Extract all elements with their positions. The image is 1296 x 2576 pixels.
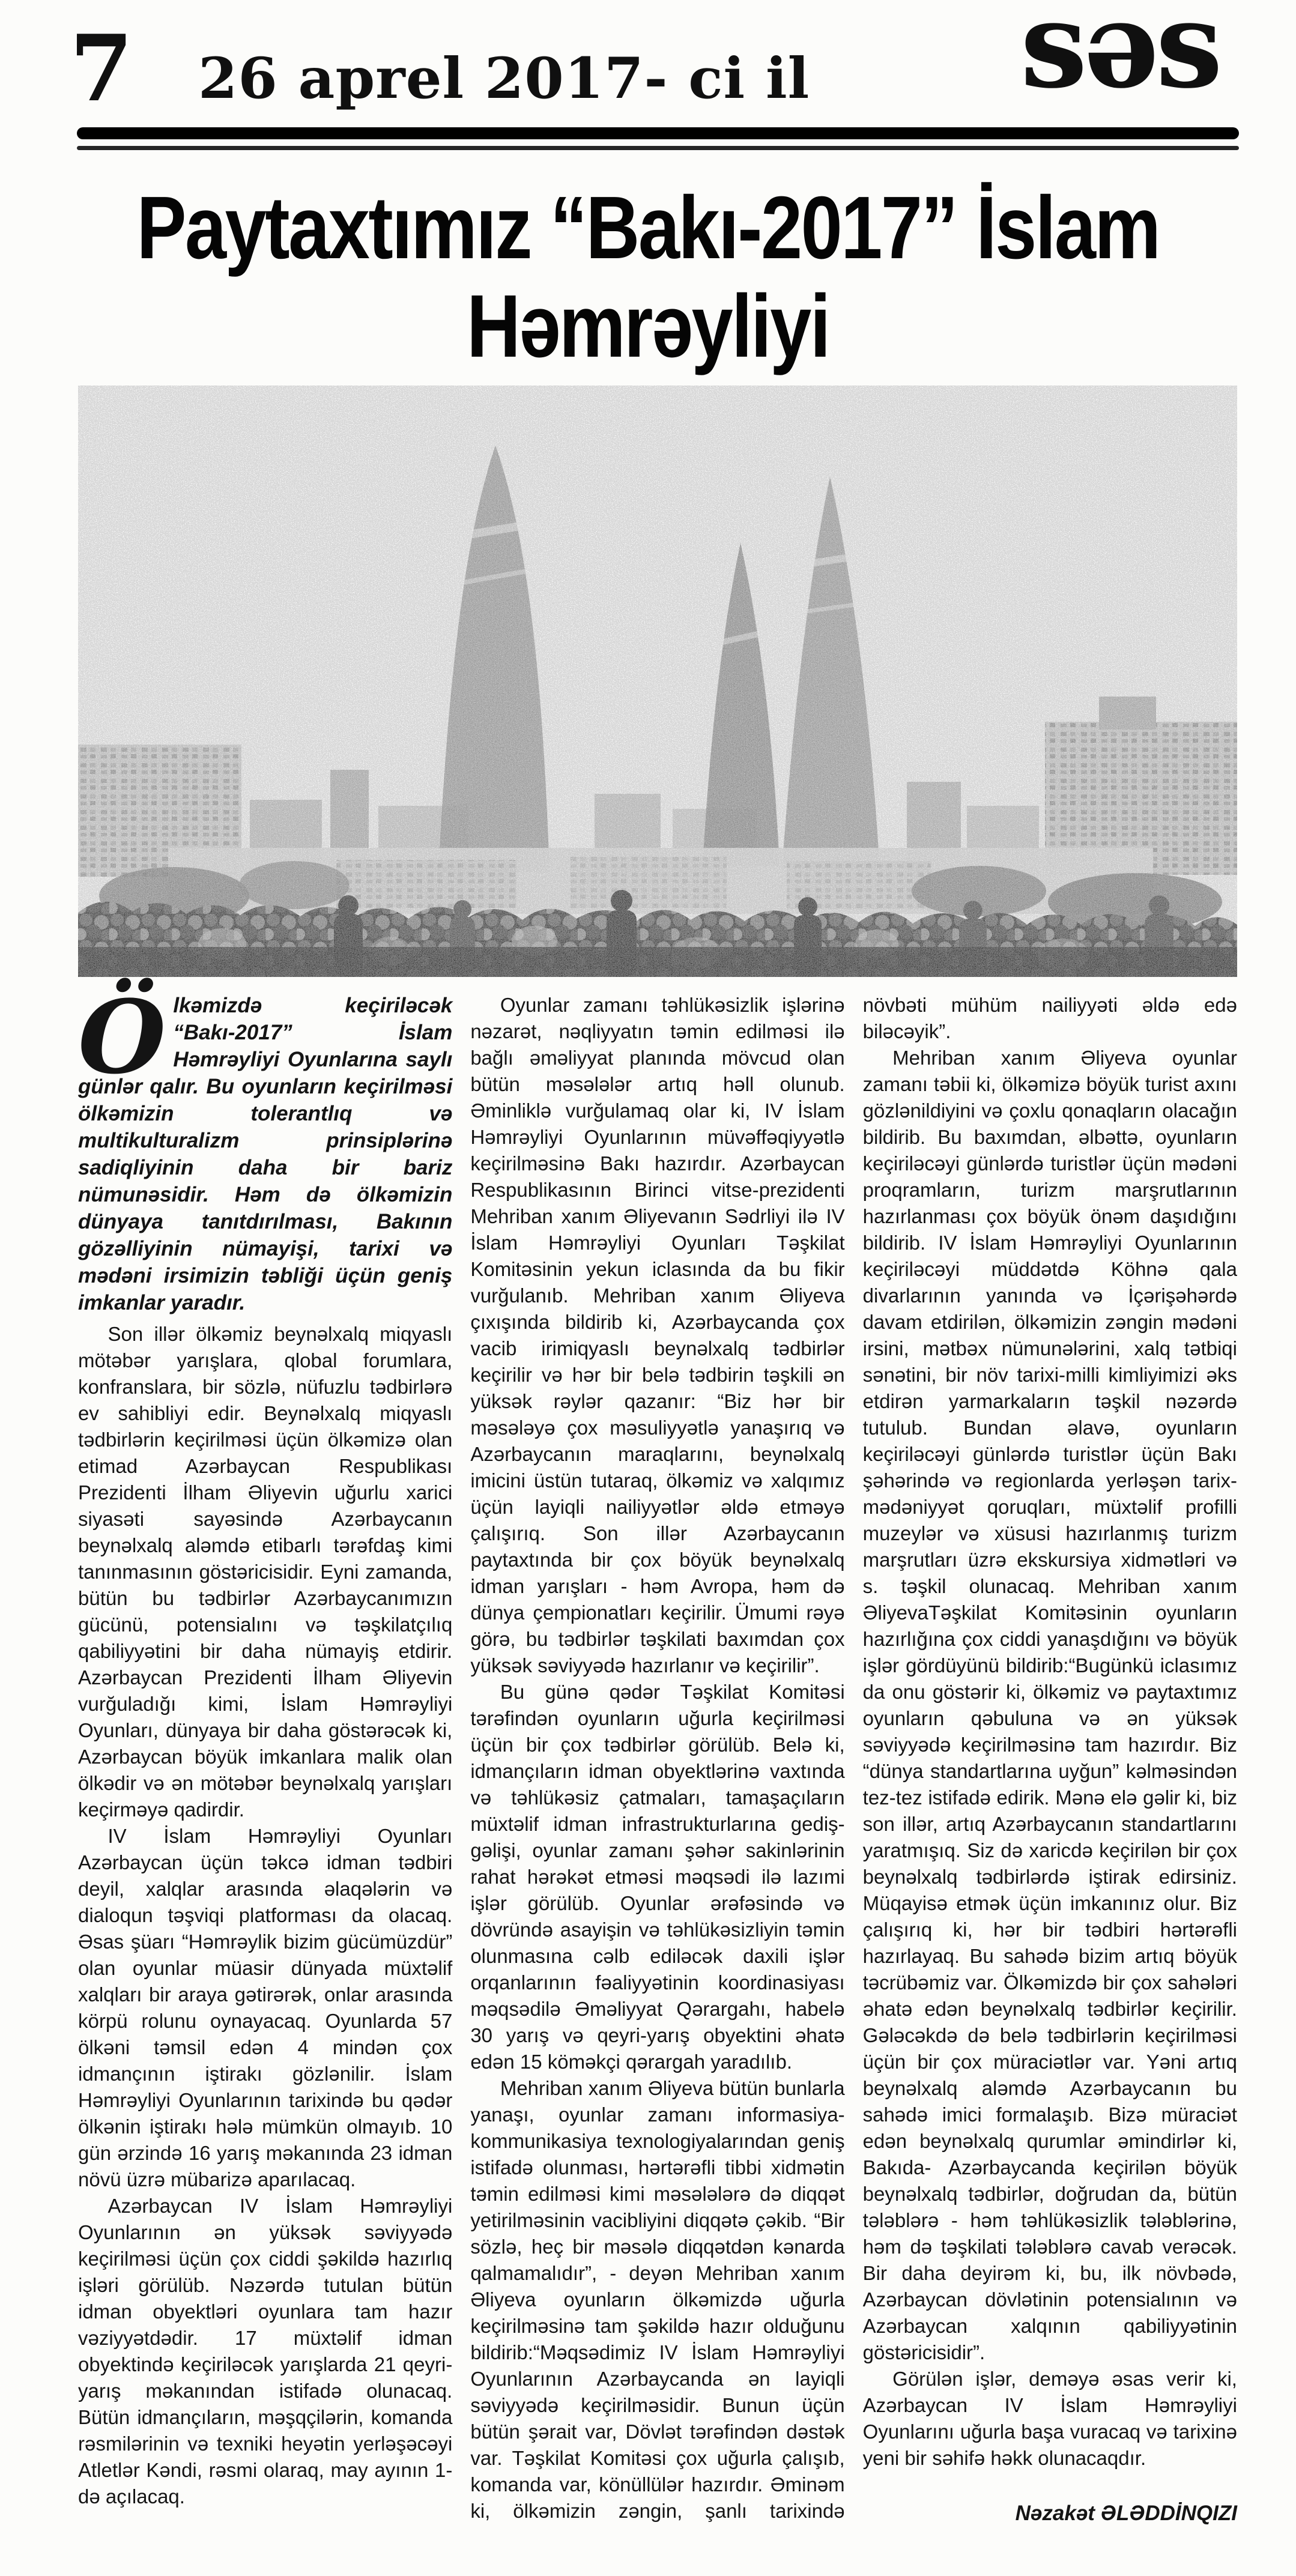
lede-text: lkəmizdə keçiriləcək “Bakı-2017” İslam Həmrəyliyi Oyunlarına saylı günlər qalır. Bu oyunların keçirilməsi ölkəmizin tolerantlıq və multikulturalizm prinsiplərinə sadiqliyinin daha bir bariz nümunəsidir. Həm də ölkəmizin dünyaya tanıtdırılması, Bakının gözəlliyinin nümayişi, tarixi və mədəni irsimizin təbliği üçün geniş imkanlar yaradır.: [78, 994, 453, 1314]
header-divider-thin: [77, 146, 1239, 150]
article-paragraph: Oyunlar zamanı təhlükəsizlik işlərinə nəzarət, nəqliyyatın təmin edilməsi ilə bağlı əməliyyat planında mövcud olan bütün məsələlər artıq həll olunub. Əminliklə vurğulamaq olar ki, IV İslam Həmrəyliyi Oyunlarının müvəffəqiyyətlə keçirilməsinə Bakı hazırdır. Azərbaycan Respublikasının Birinci vitse-prezidenti Mehriban xanım Əliyevanın Sədrliyi ilə IV İslam Həmrəyliyi Oyunları Təşkilat Komitəsinin yekun iclasında da bu fikir vurğulanıb. Mehriban xanım Əliyeva çıxışında bildirib ki, Azərbaycanda çox vacib irimiqyaslı beynəlxalq tədbirlər keçirilir və hər bir belə tədbirin təşkili ən yüksək rəylər qazanır: “Biz hər bir məsələyə çox məsuliyyətlə yanaşırıq və Azərbaycanın maraqlarını, beynəlxalq imicini üstün tutaraq, ölkəmiz və xalqımız üçün layiqli nailiyyətlər əldə etməyə çalışırıq. Son illər Azərbaycanın paytaxtında bir çox böyük beynəlxalq idman yarışları - həm Avropa, həm də dünya çempionatları keçirilir. Ümumi rəyə görə, bu tədbirlər təşkilati baxımdan çox yüksək səviyyədə hazırlanır və keçirilir”.: [470, 994, 845, 1677]
page-number: 7: [70, 14, 133, 122]
header-divider-thick: [77, 127, 1239, 139]
article-author: Nəzakət ƏLƏDDİNQIZI: [1015, 2502, 1237, 2525]
article-paragraph: Son illər ölkəmiz beynəlxalq miqyaslı mötəbər yarışlara, qlobal forumlara, konfranslara, bir sözlə, nüfuzlu tədbirlərə ev sahibliyi edir. Beynəlxalq miqyaslı tədbirlərin keçirilməsi üçün ölkəmizə olan etimad Azərbaycan Respublikası Prezidenti İlham Əliyevin uğurlu xarici siyasəti sayəsində Azərbaycanın beynəlxalq aləmdə etibarlı tərəfdaş kimi tanınmasının göstəricisidir. Eyni zamanda, bütün bu tədbirlər Azərbaycanımızın gücünü, potensialını və təşkilatçılıq qabiliyyətini bir daha nümayiş etdirir. Azərbaycan Prezidenti İlham Əliyevin vurğuladığı kimi, İslam Həmrəyliyi Oyunları, dünyaya bir daha göstərəcək ki, Azərbaycan böyük imkanlara malik olan ölkədir və ən mötəbər beynəlxalq yarışları keçirməyə qadirdir.: [78, 1323, 453, 1821]
article-paragraph: Mehriban xanım Əliyeva oyunlar zamanı təbii ki, ölkəmizə böyük turist axını gözlənildiyini və çoxlu qonaqların olacağın bildirib. Bu baxımdan, əlbəttə, oyunların keçiriləcəyi günlərdə turistlər üçün mədəni proqramların, turizm marşrutlarının hazırlanması çox böyük önəm daşıdığını bildirib. IV İslam Həmrəyliyi Oyunlarının keçiriləcəyi müddətdə Köhnə qala divarlarının yanında və İçərişəhərdə davam etdirilən, ölkəmizin zəngin mədəni irsini, mətbəx nümunələrini, xalq tətbiqi sənətini, bir növ tarixi-milli kimliyimizi əks etdirən yarmarkaların təşkil nəzərdə tutulub. Bundan əlavə, oyunların keçiriləcəyi günlərdə turistlər üçün Bakı şəhərində və regionlarda yerləşən tarix-mədəniyyət qoruqları, müxtəlif profilli muzeylər və xüsusi hazırlanmış turizm marşrutları üzrə ekskursiya xidmətləri və s. təşkil olunacaq. Mehriban xanım ƏliyevaTəşkilat Komitəsinin oyunların hazırlığına çox ciddi yanaşdığını və böyük işlər gördüyünü bildirib:“Bugünkü iclasımız da onu göstərir ki, ölkəmiz və paytaxtımız oyunların qəbuluna və ən yüksək səviyyədə keçirilməsinə tam hazırdır. Biz “dünya standartlarına uyğun” kəlməsindən tez-tez istifadə edirik. Mənə elə gəlir ki, biz son illər, artıq Azərbaycanın standartlarını yaratmışıq. Siz də xaricdə keçirilən bir çox beynəlxalq tədbirlərdə iştirak edirsiniz. Müqayisə etmək üçün imkanınız olur. Biz çalışırıq ki, hər bir tədbiri hərtərəfli hazırlayaq. Bu sahədə bizim artıq böyük təcrübəmiz var. Ölkəmizdə bir çox sahələri əhatə edən beynəlxalq tədbirlər keçirilir. Gələcəkdə də belə tədbirlərin keçirilməsi üçün bir çox müraciətlər var. Yəni artıq beynəlxalq aləmdə Azərbaycanın bu sahədə imici formalaşıb. Bizə müraciət edən beynəlxalq qurumlar əmindirlər ki, Bakıda- Azərbaycanda keçirilən böyük beynəlxalq tədbirlər, doğrudan da, bütün tələblərə - həm təhlükəsizlik tələblərinə, həm də təşkilati tələblərə cavab verəcək. Bir daha deyirəm ki, bu, ilk növbədə, Azərbaycan dövlətinin potensialının və Azərbaycan xalqının qabiliyyətinin göstəricisidir”.: [862, 1047, 1237, 2363]
article-paragraph: Görülən işlər, deməyə əsas verir ki, Azərbaycan IV İslam Həmrəyliyi Oyunlarını uğurla başa vuracaq və tarixinə yeni bir səhifə həkk olunacaqdır.: [862, 2368, 1237, 2469]
masthead-logo: səs: [1020, 0, 1219, 115]
article-paragraph: Azərbaycan IV İslam Həmrəyliyi Oyunlarının ən yüksək səviyyədə keçirilməsi üçün çox ciddi şəkildə hazırlıq işləri görülüb. Nəzərdə tutulan bütün idman obyektləri oyunlara tam hazır vəziyyətdədir. 17 müxtəlif idman obyektində keçiriləcək yarışlarda 21 qeyri-yarış məkanından istifadə olunacaq. Bütün idmançıların, məşqçilərin, komanda rəsmilərinin və texniki heyətin yerləşəcəyi Atletlər Kəndi, rəsmi olaraq, may ayının 1-də açılacaq.: [78, 2195, 453, 2508]
article-paragraph: Bu günə qədər Təşkilat Komitəsi tərəfindən oyunların uğurla keçirilməsi üçün bir çox tədbirlər görülüb. Belə ki, idmançıların idman obyektlərinə vaxtında və təhlükəsiz çatmaları, tamaşaçıların müxtəlif idman infrastrukturlarına gediş-gəlişi, oyunlar zamanı şəhər sakinlərinin rahat hərəkət etməsi məqsədi ilə lazımi işlər görülüb. Oyunlar ərəfəsində və dövründə asayişin və təhlükəsizliyin təmin olunmasına cəlb ediləcək daxili işlər orqanlarının fəaliyyətinin koordinasiyası məqsədilə Əməliyyat Qərargahı, habelə 30 yarış və qeyri-yarış obyektini əhatə edən 15 köməkçi qərargah yaradılıb.: [470, 1681, 845, 2073]
article-paragraph: Mehriban xanım Əliyeva bütün bunlarla yanaşı, oyunlar zamanı informasiya-kommunikasiya texnologiyalarından geniş istifadə olunması, hərtərəfli tibbi xidmətin təmin edilməsi kimi məsələlərə də diqqət yetirilməsinin vacibliyini diqqətə çəkib. “Bir sözlə, heç bir məsələ diqqətdən kənarda qalmamalıdır”, - deyən Mehriban xanım Əliyeva oyunların ölkəmizdə uğurla keçirilməsinə tam şəkildə hazır olduğunu bildirib:“Məqsədimiz IV İslam Həmrəyliyi Oyunlarının Azərbaycanda ən layiqli səviyyədə keçirilməsidir. Bunun üçün bütün şərait var, Dövlət tərəfindən dəstək var. Təşkilat Komitəsi çox uğurla çalışıb, komanda var, könüllülər hazırdır. Əminəm ki, ölkəmizin zəngin, şanlı tarixində növbəti mühüm nailiyyəti əldə edə biləcəyik”.: [470, 994, 1237, 2522]
baku-skyline-photo: [78, 385, 1237, 977]
headline-line-1: Paytaxtımız “Bakı-2017” İslam Həmrəyliyi: [136, 178, 1160, 376]
article-lede: [78, 978, 453, 1316]
issue-date: 26 aprel 2017- ci il: [198, 46, 810, 112]
dropcap-letter: Ö: [78, 978, 166, 1096]
article-body: [78, 978, 1237, 2562]
article-paragraph: IV İslam Həmrəyliyi Oyunları Azərbaycan üçün təkcə idman tədbiri deyil, xalqlar arasında əlaqələrin və dialoqun təşviqi platforması da olacaq. Əsas şüarı “Həmrəylik bizim gücümüzdür” olan oyunlar müasir dünyada müxtəlif xalqları bir araya gətirərək, onlar arasında körpü rolunu oynayacaq. Oyunlarda 57 ölkəni təmsil edən 4 mindən çox idmançının iştirakı gözlənilir. İslam Həmrəyliyi Oyunlarının tarixində bu qədər ölkənin iştirakı hələ mümkün olmayıb. 10 gün ərzində 16 yarış məkanında 23 idman növü üzrə mübarizə aparılacaq.: [78, 1825, 453, 2191]
baku-skyline-illustration: [78, 385, 1237, 977]
